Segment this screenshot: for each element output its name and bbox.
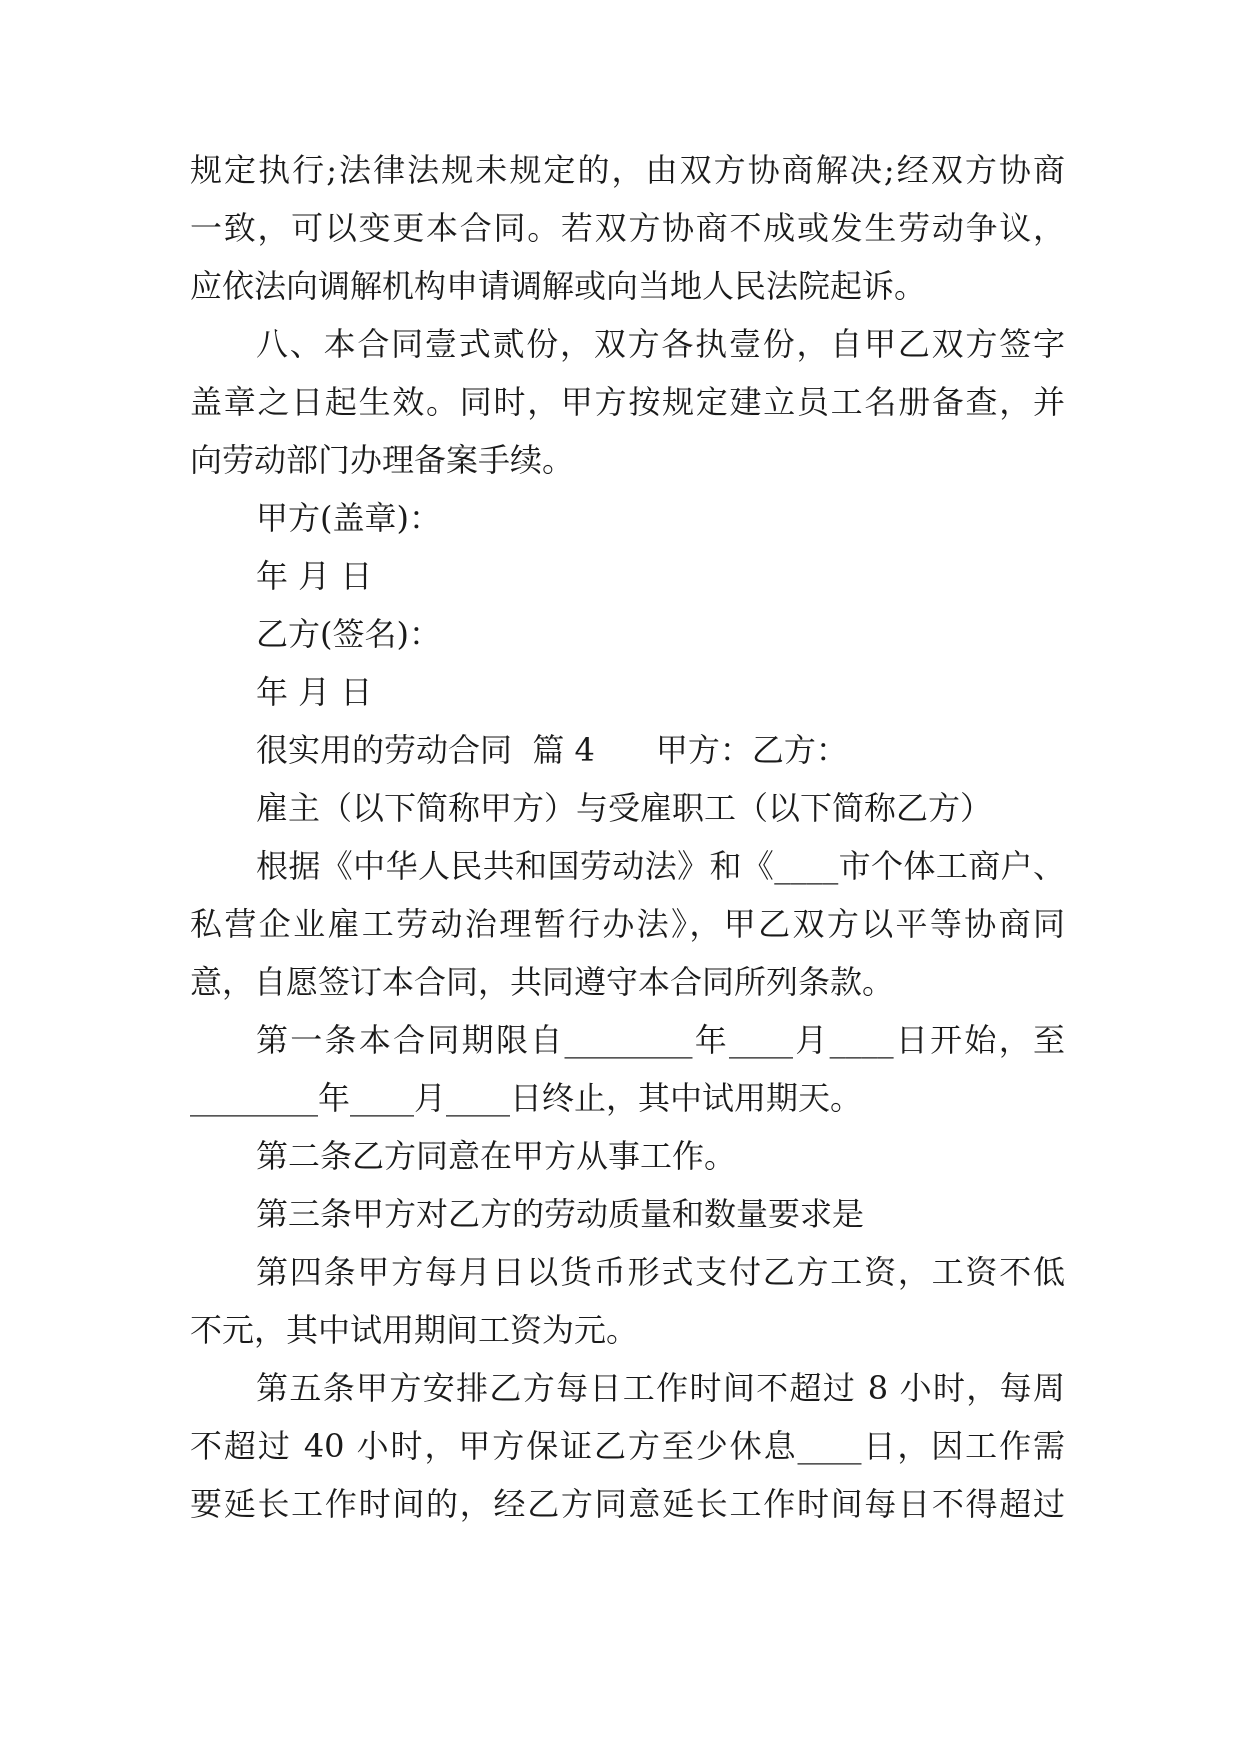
text-line: 盖章之日起生效。同时，甲方按规定建立员工名册备查，并 (190, 383, 1065, 421)
text-line: 雇主（以下简称甲方）与受雇职工（以下简称乙方） (256, 789, 993, 827)
text-line: 第一条本合同期限自________年____月____日开始，至 (256, 1021, 1065, 1059)
text-line: ________年____月____日终止，其中试用期天。 (190, 1079, 863, 1117)
text-line: 第三条甲方对乙方的劳动质量和数量要求是 (256, 1195, 865, 1233)
text-line: 意，自愿签订本合同，共同遵守本合同所列条款。 (190, 963, 895, 1001)
date-line: 年 月 日 (256, 673, 373, 711)
party-a-seal-label: 甲方(盖章)： (256, 499, 441, 537)
text-line: 不超过 40 小时，甲方保证乙方至少休息____日，因工作需 (190, 1427, 1065, 1465)
text-line: 八、本合同壹式贰份，双方各执壹份，自甲乙双方签字 (256, 325, 1065, 363)
text-line: 一致，可以变更本合同。若双方协商不成或发生劳动争议， (190, 209, 1065, 247)
text-line: 第四条甲方每月日以货币形式支付乙方工资，工资不低 (256, 1253, 1065, 1291)
party-b-signature-label: 乙方(签名)： (256, 615, 441, 653)
text-line: 私营企业雇工劳动治理暂行办法》，甲乙双方以平等协商同 (190, 905, 1065, 943)
date-line: 年 月 日 (256, 557, 373, 595)
text-line: 不元，其中试用期间工资为元。 (190, 1311, 639, 1349)
text-line: 第五条甲方安排乙方每日工作时间不超过 8 小时，每周 (256, 1369, 1065, 1407)
text-line: 要延长工作时间的，经乙方同意延长工作时间每日不得超过 (190, 1485, 1065, 1523)
text-line: 第二条乙方同意在甲方从事工作。 (256, 1137, 737, 1175)
text-line: 向劳动部门办理备案手续。 (190, 441, 575, 479)
section-heading: 很实用的劳动合同 篇 4 甲方：乙方： (256, 731, 848, 769)
text-line: 规定执行;法律法规未规定的，由双方协商解决;经双方协商 (190, 151, 1065, 189)
text-line: 应依法向调解机构申请调解或向当地人民法院起诉。 (190, 267, 927, 305)
text-line: 根据《中华人民共和国劳动法》和《____市个体工商户、 (256, 847, 1065, 885)
